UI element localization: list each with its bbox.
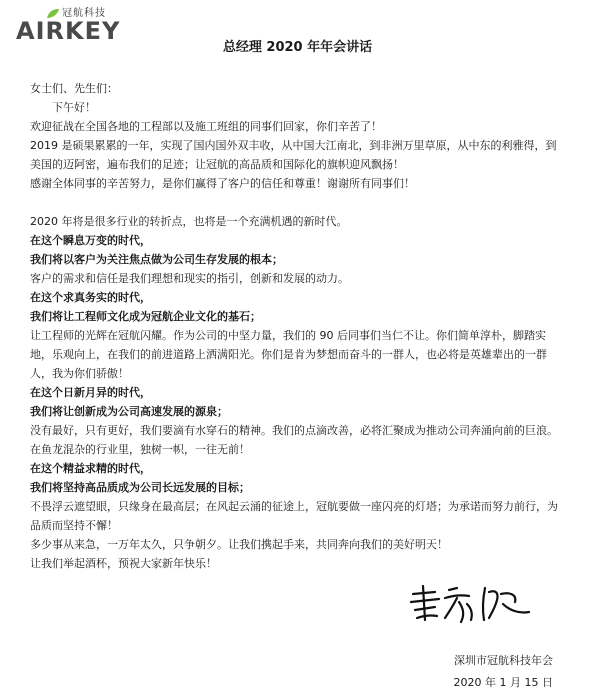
paragraph: 2020 年将是很多行业的转折点，也将是一个充满机遇的新时代。 xyxy=(30,215,348,228)
handwritten-signature xyxy=(405,580,535,630)
closing-line: 多少事从来急，一万年太久，只争朝夕。让我们携起手来，共同奔向我们的美好明天！ xyxy=(30,538,448,551)
section-heading: 在这个日新月异的时代， xyxy=(30,386,151,399)
paragraph: 感谢全体同事的辛苦努力，是你们赢得了客户的信任和尊重！谢谢所有同事们！ xyxy=(30,177,415,190)
speech-body xyxy=(30,79,562,573)
section-body: 让工程师的光辉在冠航闪耀。作为公司的中坚力量，我们的 90 后同事们当仁不让。你们简单淳朴，脚踏实地，乐观向上，在我们的前进道路上洒满阳光。你们是肯为梦想而奋斗的一群人，也必将是英雄辈出的一群人，我为你们骄傲！ xyxy=(30,329,547,380)
section-heading: 在这个求真务实的时代， xyxy=(30,291,151,304)
logo-brand-text: AIRKEY xyxy=(16,17,121,45)
section-heading: 我们将坚持高品质成为公司长远发展的目标； xyxy=(30,481,250,494)
salutation: 女士们、先生们： xyxy=(30,82,118,95)
logo-chinese-text: 冠航科技 xyxy=(62,8,106,19)
section-heading: 我们将让创新成为公司高速发展的源泉； xyxy=(30,405,228,418)
section-heading: 我们将让工程师文化成为冠航企业文化的基石； xyxy=(30,310,261,323)
section-heading: 我们将以客户为关注焦点做为公司生存发展的根本； xyxy=(30,253,283,266)
section-body: 没有最好，只有更好，我们要滴有水穿石的精神。我们的点滴改善，必将汇聚成为推动公司奔涌向前的巨浪。在鱼龙混杂的行业里，独树一帜，一往无前！ xyxy=(30,424,558,456)
paragraph: 欢迎征战在全国各地的工程部以及施工班组的同事们回家，你们辛苦了！ xyxy=(30,120,382,133)
document-title: 总经理 2020 年年会讲话 xyxy=(222,40,373,55)
paragraph-spacer xyxy=(30,193,562,212)
section-heading: 在这个瞬息万变的时代， xyxy=(30,234,151,247)
section-body: 不畏浮云遮望眼，只缘身在最高层；在风起云涌的征途上，冠航要做一座闪亮的灯塔；为承诺而努力前行，为品质而坚持不懈！ xyxy=(30,500,558,532)
section-heading: 在这个精益求精的时代， xyxy=(30,462,151,475)
section-body: 客户的需求和信任是我们理想和现实的指引，创新和发展的动力。 xyxy=(30,272,349,285)
organization-name: 深圳市冠航科技年会 xyxy=(454,654,553,667)
greeting: 下午好！ xyxy=(52,101,96,114)
paragraph: 2019 是硕果累累的一年，实现了国内国外双丰收，从中国大江南北，到非洲万里草原，从中东的利雅得，到美国的迈阿密，遍布我们的足迹；让冠航的高品质和国际化的旗帜迎风飘扬！ xyxy=(30,139,557,171)
closing-line: 让我们举起酒杯，预祝大家新年快乐！ xyxy=(30,557,217,570)
company-logo xyxy=(16,6,126,44)
document-date: 2020 年 1 月 15 日 xyxy=(453,676,553,689)
